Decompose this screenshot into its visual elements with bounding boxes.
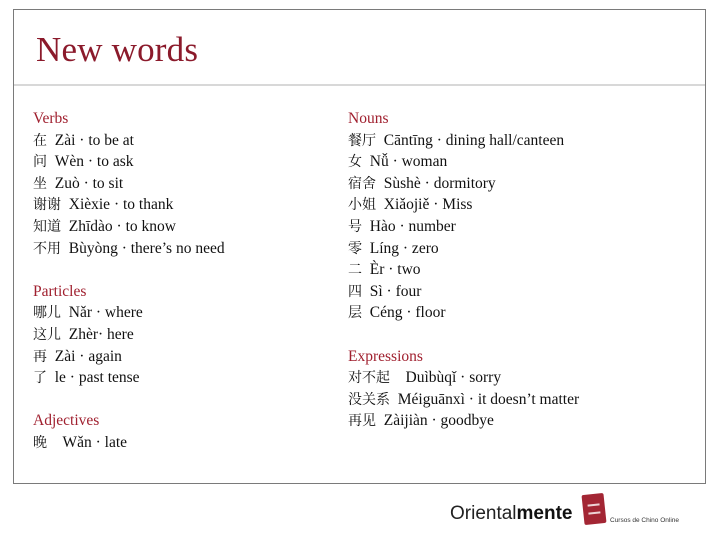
vocab-hanzi: 对不起 (348, 370, 390, 387)
vocab-hanzi: 二 (348, 262, 362, 279)
orientalmente-logo (450, 502, 573, 526)
section-heading: Adjectives (33, 412, 100, 430)
vocab-entry (348, 151, 678, 173)
vocab-pinyin-meaning: Zhèr· here (68, 325, 134, 343)
vocab-pinyin-meaning: Zài · to be at (54, 131, 134, 149)
vocab-entry (33, 130, 333, 152)
vocab-pinyin-meaning: Xiǎojiě · Miss (383, 196, 473, 214)
vocab-pinyin-meaning: Zhīdào · to know (68, 217, 176, 235)
vocab-pinyin-meaning: Líng · zero (369, 239, 439, 257)
vocab-entry (33, 324, 333, 346)
vocab-hanzi: 零 (348, 240, 362, 257)
section-heading: Expressions (348, 347, 423, 365)
vocab-entry (348, 367, 678, 389)
vocab-pinyin-meaning: Cāntīng · dining hall/canteen (383, 131, 565, 149)
vocab-entry (33, 194, 333, 216)
logo-part1: Oriental (450, 503, 517, 524)
vocab-hanzi: 餐厅 (348, 132, 376, 149)
vocab-hanzi: 坐 (33, 175, 47, 192)
vocab-hanzi: 哪儿 (33, 305, 61, 322)
vocab-hanzi: 这儿 (33, 326, 61, 343)
vocab-entry (348, 281, 678, 303)
slide-title: New words (36, 30, 199, 69)
vocab-entry (33, 432, 333, 454)
logo-tagline: Cursos de Chino Online (610, 517, 680, 524)
section-gap (33, 389, 333, 411)
vocab-hanzi: 再见 (348, 413, 376, 430)
vocab-pinyin-meaning: Èr · two (369, 261, 421, 279)
vocab-pinyin-meaning: Bùyòng · there’s no need (68, 239, 225, 257)
section-heading: Particles (33, 282, 87, 300)
vocab-hanzi: 谢谢 (33, 197, 61, 214)
seal-logo-icon (581, 493, 606, 525)
vocab-entry (348, 194, 678, 216)
section-heading: Verbs (33, 110, 69, 127)
vocab-hanzi: 问 (33, 154, 47, 171)
logo-part2: mente (516, 503, 573, 524)
vocab-pinyin-meaning: Sùshè · dormitory (383, 174, 496, 192)
vocab-pinyin-meaning: Méiguānxì · it doesn’t matter (397, 390, 580, 408)
vocab-hanzi: 层 (348, 305, 362, 322)
vocab-entry (348, 216, 678, 238)
vocab-entry (33, 216, 333, 238)
vocab-entry (348, 410, 678, 432)
vocab-pinyin-meaning: Hào · number (369, 217, 456, 235)
vocab-hanzi: 小姐 (348, 197, 376, 214)
vocab-pinyin-meaning: Sì · four (369, 282, 422, 300)
vocab-hanzi: 了 (33, 370, 47, 387)
vocab-hanzi: 在 (33, 132, 47, 149)
vocab-entry (33, 151, 333, 173)
vocab-pinyin-meaning: Xièxie · to thank (68, 196, 174, 214)
vocab-pinyin-meaning: le · past tense (54, 369, 140, 387)
vocab-hanzi: 宿舍 (348, 175, 376, 192)
vocab-entry (33, 367, 333, 389)
vocab-pinyin-meaning: Zàijiàn · goodbye (383, 412, 494, 430)
left-column (33, 108, 333, 454)
vocab-pinyin-meaning: Wèn · to ask (54, 153, 134, 171)
vocab-hanzi: 四 (348, 283, 362, 300)
vocab-hanzi: 女 (348, 154, 362, 171)
vocab-pinyin-meaning: Wǎn · late (54, 433, 128, 451)
section-heading: Nouns (348, 110, 389, 127)
vocab-hanzi: 没关系 (348, 391, 390, 408)
vocab-entry (348, 389, 678, 411)
vocab-pinyin-meaning: Céng · floor (369, 304, 446, 322)
vocab-pinyin-meaning: Nǎr · where (68, 304, 143, 322)
vocab-pinyin-meaning: Nǚ · woman (369, 153, 448, 171)
vocab-entry (348, 302, 678, 324)
vocab-pinyin-meaning: Zài · again (54, 347, 122, 365)
vocab-entry (348, 238, 678, 260)
right-column (348, 108, 678, 432)
vocab-hanzi: 不用 (33, 240, 61, 257)
section-gap (348, 324, 678, 346)
vocab-entry (33, 346, 333, 368)
vocab-entry (348, 259, 678, 281)
vocab-pinyin-meaning: Duìbùqǐ · sorry (397, 369, 502, 387)
vocab-entry (33, 238, 333, 260)
vocab-entry (348, 173, 678, 195)
vocab-entry (33, 302, 333, 324)
section-gap (33, 259, 333, 281)
vocab-entry (33, 173, 333, 195)
vocab-pinyin-meaning: Zuò · to sit (54, 174, 124, 192)
vocab-hanzi: 晚 (33, 434, 47, 451)
vocab-hanzi: 再 (33, 348, 47, 365)
title-divider (14, 84, 705, 86)
vocab-entry (348, 130, 678, 152)
vocab-hanzi: 号 (348, 218, 362, 235)
vocab-hanzi: 知道 (33, 218, 61, 235)
